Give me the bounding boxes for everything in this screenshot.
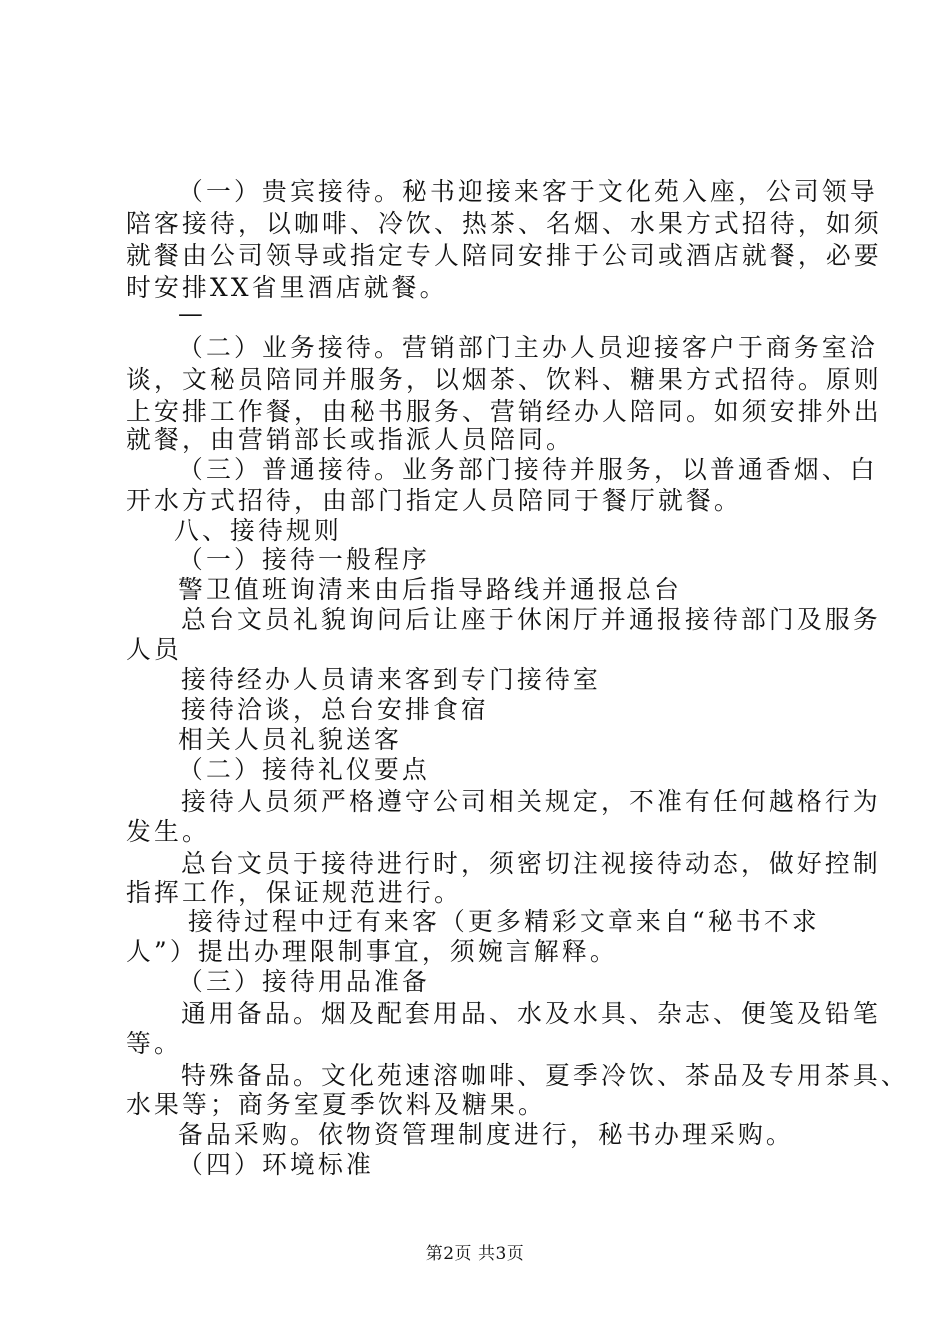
text-line: 总台文员礼貌询问后让座于休闲厅并通报接待部门及服务: [181, 605, 881, 634]
subsection-heading: （二）接待礼仪要点: [178, 755, 430, 784]
text-line: 上安排工作餐，由秘书服务、营销经办人陪同。如须安排外出: [126, 397, 882, 426]
text-line: 接待洽谈，总台安排食宿: [181, 695, 489, 724]
subsection-heading: （四）环境标准: [178, 1150, 374, 1179]
text-line: 陪客接待，以咖啡、冷饮、热茶、名烟、水果方式招待，如须: [126, 209, 882, 238]
text-line: —: [178, 299, 206, 328]
text-line: （三）普通接待。业务部门接待并服务，以普通香烟、白: [178, 455, 878, 484]
text-line: 就餐由公司领导或指定专人陪同安排于公司或酒店就餐，必要: [126, 241, 882, 270]
subsection-heading: （三）接待用品准备: [178, 967, 430, 996]
text-line: 接待经办人员请来客到专门接待室: [181, 665, 601, 694]
text-line: 特殊备品。文化苑速溶咖啡、夏季冷饮、茶品及专用茶具、: [181, 1061, 909, 1090]
text-line: 谈，文秘员陪同并服务，以烟茶、饮料、糖果方式招待。原则: [126, 365, 882, 394]
section-heading: 八、接待规则: [174, 516, 342, 545]
subsection-heading: （一）接待一般程序: [178, 545, 430, 574]
text-line: 等。: [126, 1029, 182, 1058]
text-line: 相关人员礼貌送客: [178, 725, 402, 754]
text-line: 接待过程中迂有来客（更多精彩文章来自“秘书不求: [188, 907, 820, 936]
text-line: 接待人员须严格遵守公司相关规定，不准有任何越格行为: [181, 787, 881, 816]
text-line: 备品采购。依物资管理制度进行，秘书办理采购。: [178, 1120, 794, 1149]
text-line: 时安排XX省里酒店就餐。: [126, 273, 448, 302]
text-line: 指挥工作，保证规范进行。: [126, 878, 462, 907]
text-line: 水果等；商务室夏季饮料及糖果。: [126, 1090, 546, 1119]
text-line: 人”）提出办理限制事宜，须婉言解释。: [126, 937, 618, 966]
page-number-footer: 第2页 共3页: [425, 1244, 525, 1264]
text-line: 开水方式招待，由部门指定人员陪同于餐厅就餐。: [126, 486, 742, 515]
text-line: 发生。: [126, 817, 210, 846]
text-line: 人员: [126, 635, 182, 664]
text-line: 警卫值班询清来由后指导路线并通报总台: [178, 575, 682, 604]
text-line: 就餐，由营销部长或指派人员陪同。: [126, 425, 574, 454]
text-line: 总台文员于接待进行时，须密切注视接待动态，做好控制: [181, 849, 881, 878]
text-line: （一）贵宾接待。秘书迎接来客于文化苑入座，公司领导: [178, 177, 878, 206]
text-line: （二）业务接待。营销部门主办人员迎接客户于商务室洽: [178, 333, 878, 362]
text-line: 通用备品。烟及配套用品、水及水具、杂志、便笺及铅笔: [181, 999, 881, 1028]
